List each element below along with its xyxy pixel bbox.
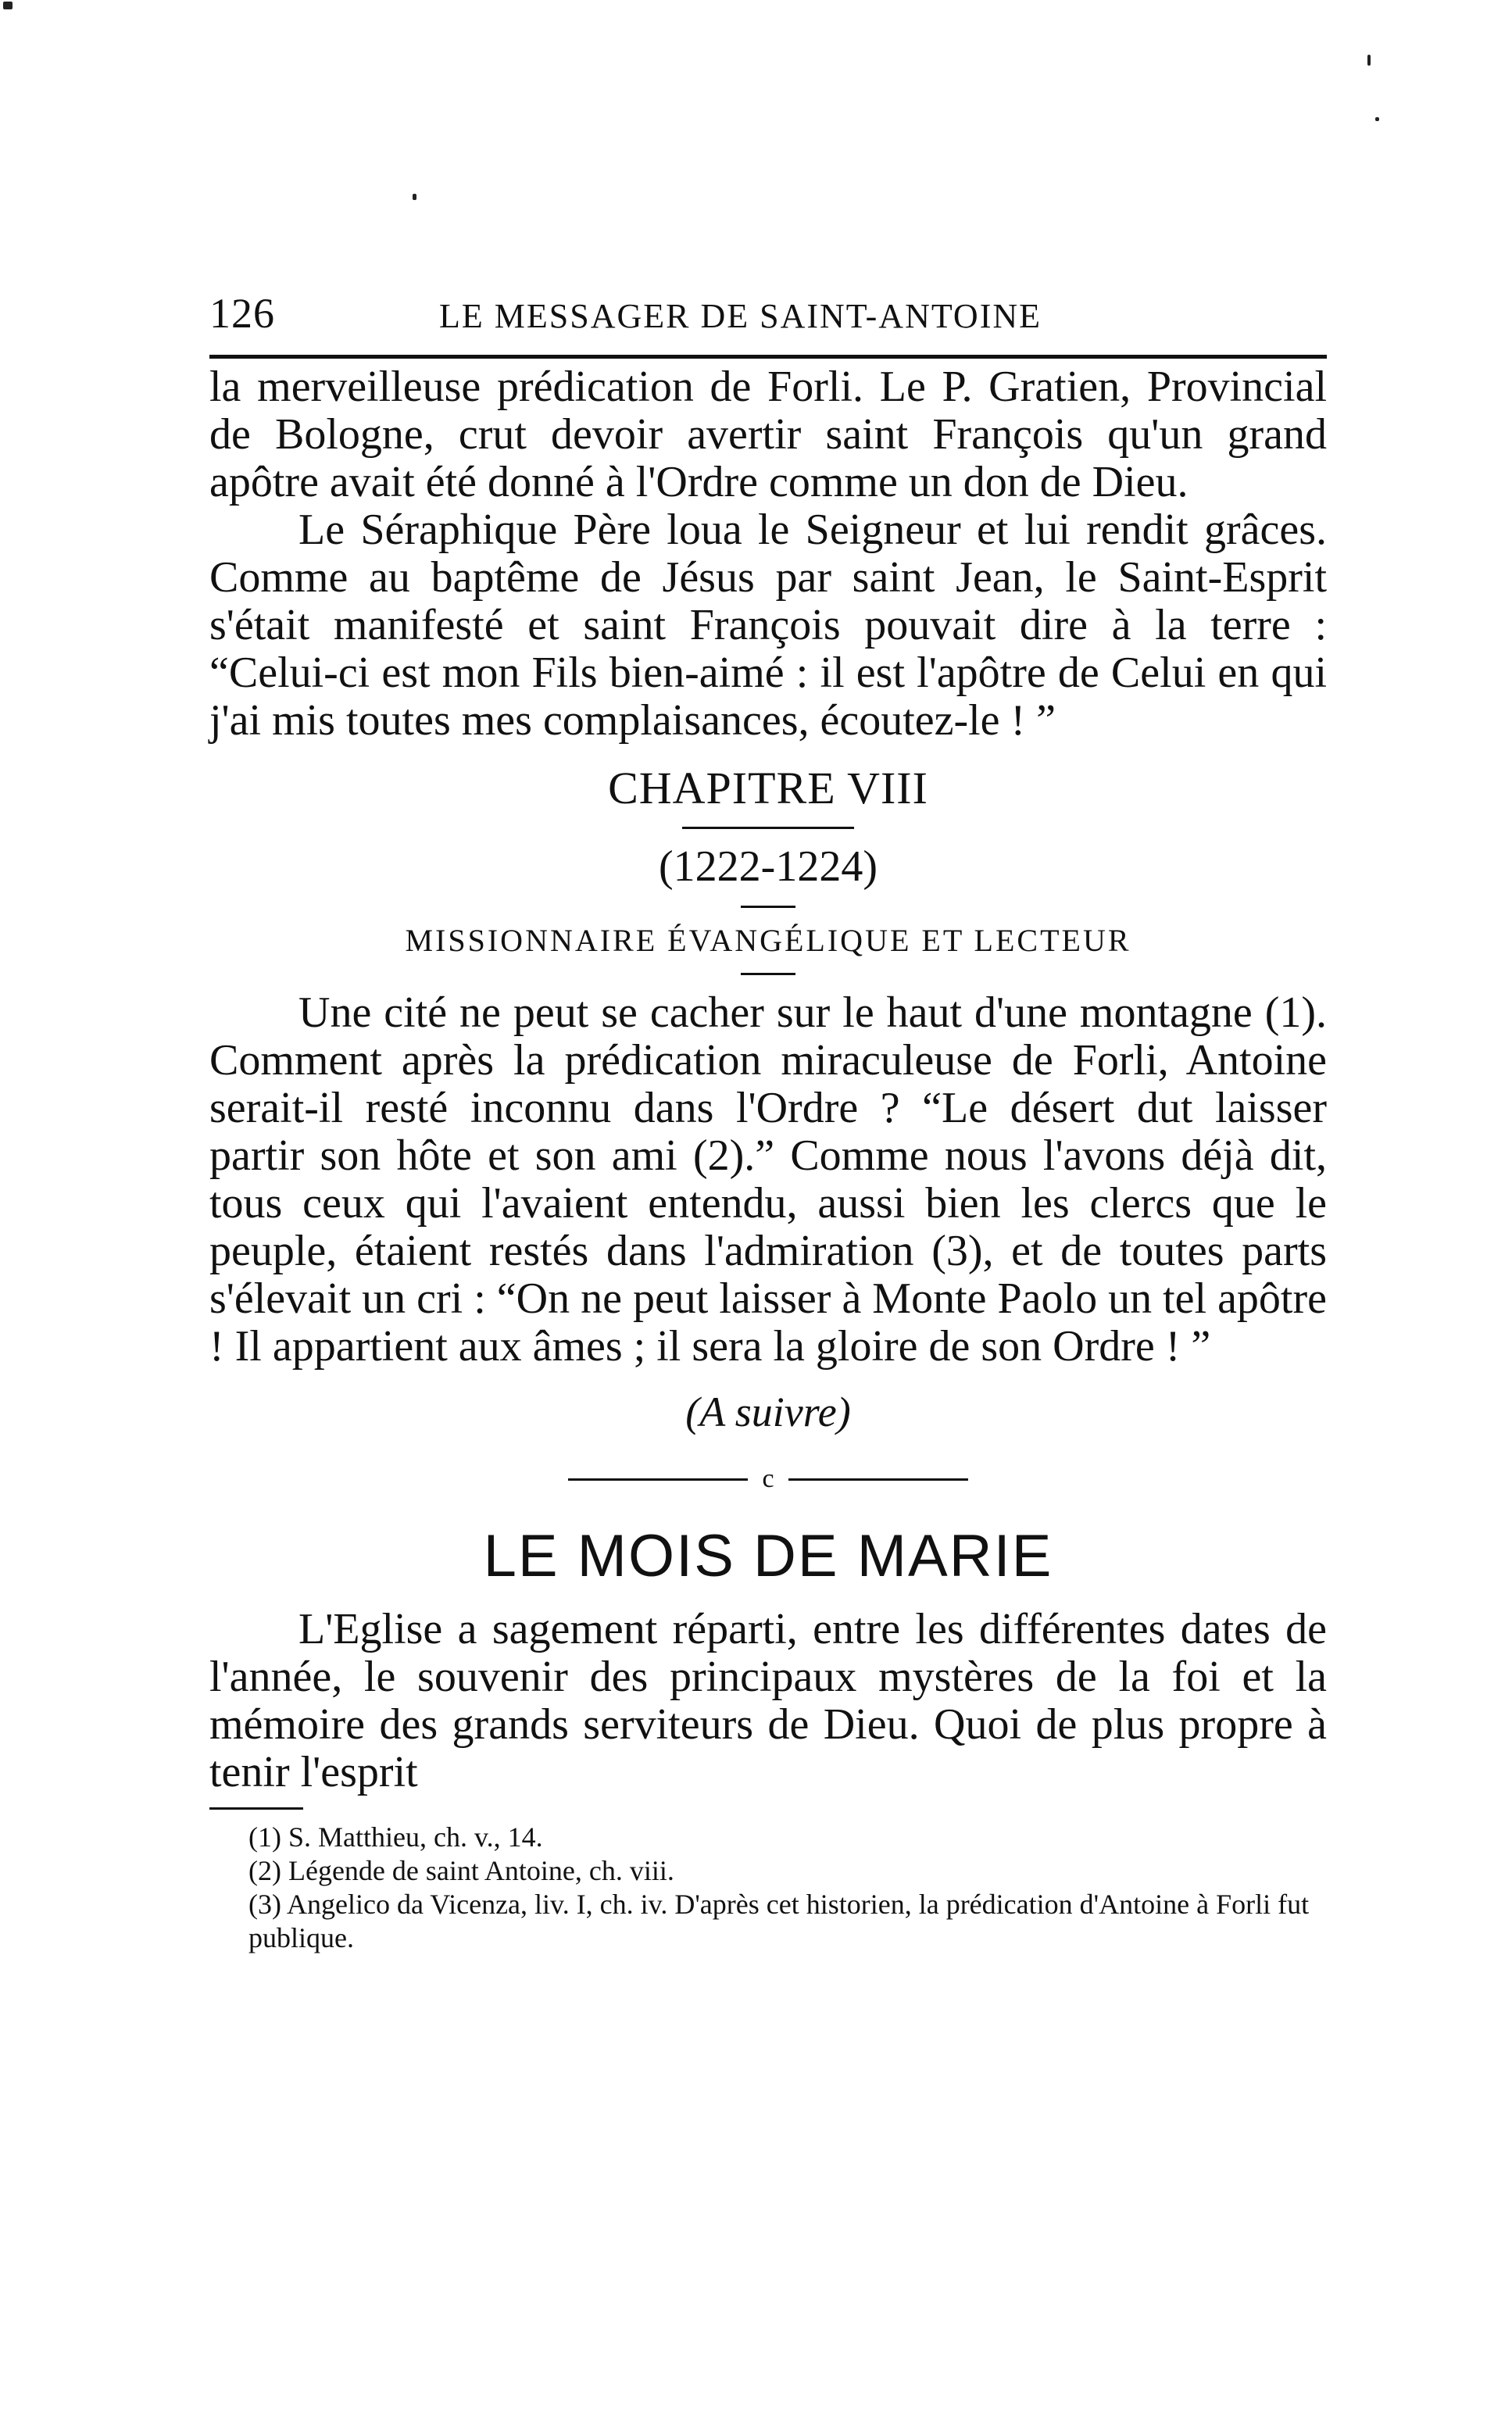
scan-speck: [1367, 55, 1371, 66]
dates-rule: [741, 906, 795, 908]
page-header: [209, 289, 1327, 338]
paragraph-eglise: L'Eglise a sagement réparti, entre les différentes dates de l'année, le souvenir des principaux mystères de la foi et la mémoire des grands serviteurs de Dieu. Quoi de plus propre à tenir l'esprit: [209, 1605, 1327, 1796]
scan-speck: [1375, 117, 1379, 121]
chapter-subtitle: MISSIONNAIRE ÉVANGÉLIQUE ET LECTEUR: [405, 923, 1131, 958]
subtitle-rule: [741, 973, 795, 975]
footnote-rule: [209, 1807, 303, 1810]
footnote-1: (1) S. Matthieu, ch. v., 14.: [248, 1821, 543, 1853]
chapter-title: CHAPITRE VIII: [608, 763, 928, 813]
scan-speck: [3, 2, 13, 9]
section-title: LE MOIS DE MARIE: [483, 1523, 1053, 1589]
section-text: [209, 1606, 1327, 1796]
continued-note: (A suivre): [685, 1389, 851, 1435]
footnote-2: (2) Légende de saint Antoine, ch. viii.: [248, 1855, 674, 1886]
paragraph-continued: la merveilleuse prédication de Forli. Le P. Gratien, Provincial de Bologne, crut devoir avertir saint François qu'un grand apôtre avait été donné à l'Ordre comme un don de Dieu.: [209, 363, 1327, 506]
main-text: [209, 363, 1327, 745]
paragraph-seraphique: Le Séraphique Père loua le Seigneur et lui rendit grâces. Comme au baptême de Jésus par saint Jean, le Saint-Esprit s'était manifesté et saint François pouvait dire à la terre : “Celui-ci est mon Fils bien-aimé : il est l'apôtre de Celui en qui j'ai mis toutes mes complaisances, écoutez-le ! ”: [209, 506, 1327, 745]
footnote-3: (3) Angelico da Vicenza, liv. I, ch. iv. D'après cet historien, la prédication d'Antoine à Forli fut publique.: [248, 1889, 1310, 1953]
chapter-dates: (1222-1224): [659, 842, 878, 891]
chapter-rule: [682, 827, 854, 829]
chapter-text: [209, 989, 1327, 1371]
page-number: 126: [209, 290, 275, 337]
separator-line-right: [788, 1478, 968, 1481]
document-page: [209, 289, 1327, 1955]
section-separator: [209, 1464, 1327, 1494]
header-rule: [209, 355, 1327, 359]
running-title: LE MESSAGER DE SAINT-ANTOINE: [439, 297, 1042, 335]
separator-mark: c: [762, 1464, 774, 1493]
scan-speck: [413, 194, 416, 200]
separator-line-left: [568, 1478, 748, 1481]
paragraph-cite: Une cité ne peut se cacher sur le haut d'une montagne (1). Comment après la prédication miraculeuse de Forli, Antoine serait-il resté inconnu dans l'Ordre ? “Le désert dut laisser partir son hôte et son ami (2).” Comme nous l'avons déjà dit, tous ceux qui l'avaient entendu, aussi bien les clercs que le peuple, étaient restés dans l'admiration (3), et de toutes parts s'élevait un cri : “On ne peut laisser à Monte Paolo un tel apôtre ! Il appartient aux âmes ; il sera la gloire de son Ordre ! ”: [209, 988, 1327, 1371]
footnotes: [209, 1821, 1327, 1955]
